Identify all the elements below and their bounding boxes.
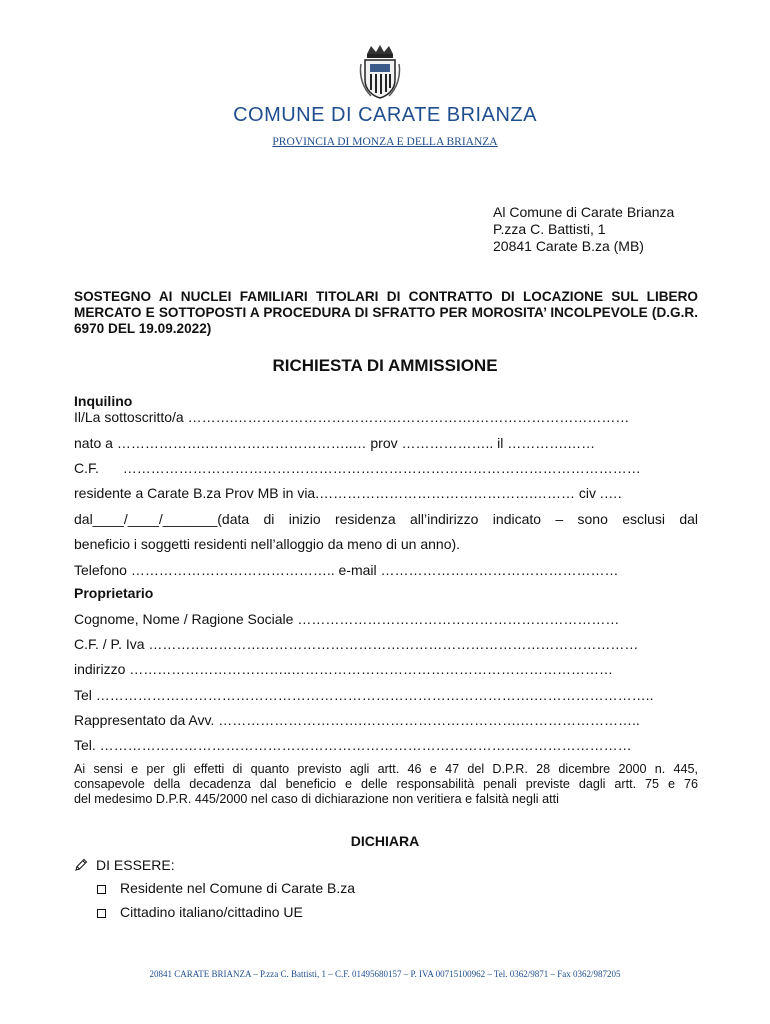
tenant-birth-field[interactable]: nato a ……………….…………………………..… prov ……………….. il ………….……: [74, 435, 596, 451]
owner-tel2-field[interactable]: Tel. ……………………………………………………………………………………………………: [74, 737, 632, 753]
since-word: indicato: [492, 511, 542, 527]
residence-checkbox[interactable]: [97, 885, 106, 894]
subject-text: SOSTEGNO AI NUCLEI FAMILIARI TITOLARI DI CONTRATTO DI LOCAZIONE SUL LIBERO MERCATO E SOTTOPOSTI A PROCEDURA DI SFRATTO PER MOROSITA’ INCOLPEVOLE (D.G.R. 6970 DEL 19.09.2022): [74, 289, 698, 336]
owner-lawyer-field[interactable]: Rappresentato da Avv. ………………………….…………………………….……………………..: [74, 712, 640, 728]
addressee-block: [493, 204, 674, 255]
legal-line: consapevole della decadenza dal beneficio e delle responsabilità penali previste dagli artt. 75 e 76: [74, 777, 698, 791]
since-word: esclusi: [622, 511, 665, 527]
since-word: dal____/____/_______(data: [74, 511, 250, 527]
cf-label: C.F.: [74, 460, 99, 476]
tenant-heading: Inquilino: [74, 393, 133, 409]
option-citizenship-label: Cittadino italiano/cittadino UE: [120, 904, 303, 920]
org-subtitle: PROVINCIA DI MONZA E DELLA BRIANZA: [272, 136, 498, 148]
since-word: sono: [577, 511, 608, 527]
legal-line: del medesimo D.P.R. 445/2000 nel caso di dichiarazione non veritiera e falsità negli atti: [74, 792, 559, 806]
pencil-icon: [74, 858, 88, 872]
addressee-line: Al Comune di Carate Brianza: [493, 204, 675, 220]
option-residence-label: Residente nel Comune di Carate B.za: [120, 880, 356, 896]
org-name: COMUNE DI CARATE BRIANZA: [233, 104, 537, 126]
tenant-contact-field[interactable]: Telefono …………………………………….. e-mail ……………………………………………: [74, 562, 619, 578]
tenant-residence-note: beneficio i soggetti residenti nell’alloggio da meno di un anno).: [74, 536, 461, 552]
since-word: –: [555, 511, 564, 527]
legal-line: Ai sensi e per gli effetti di quanto previsto agli artt. 46 e 47 del D.P.R. 28 dicembre 2000 n. 445,: [74, 762, 698, 776]
tenant-residence-field[interactable]: residente a Carate B.za Prov MB in via.……………………………………….……… civ .….: [74, 485, 622, 501]
owner-tel-field[interactable]: Tel ………………………………………………………………………………….……………………..: [74, 687, 654, 703]
tenant-cf-field[interactable]: [74, 460, 698, 477]
owner-address-field[interactable]: indirizzo ……………………………..……………………………………………………………: [74, 661, 614, 677]
addressee-line: P.zza C. Battisti, 1: [493, 221, 606, 237]
document-title: RICHIESTA DI AMMISSIONE: [272, 356, 498, 375]
owner-name-field[interactable]: Cognome, Nome / Ragione Sociale ……………………………………………………………: [74, 611, 620, 627]
since-word: residenza: [334, 511, 396, 527]
since-word: inizio: [288, 511, 321, 527]
owner-heading: Proprietario: [74, 585, 154, 601]
owner-cf-field[interactable]: C.F. / P. Iva ……………………………………………………………………………………………: [74, 636, 639, 652]
cf-dots: …………………………………………………………………………………………………: [122, 460, 641, 476]
addressee-line: 20841 Carate B.za (MB): [493, 238, 644, 254]
declaration-heading: DICHIARA: [350, 833, 420, 849]
declaration-lead: DI ESSERE:: [96, 857, 175, 873]
since-word: dal: [679, 511, 699, 527]
page-footer: 20841 CARATE BRIANZA – P.zza C. Battisti, 1 – C.F. 01495680157 – P. IVA 00715100962 – Tel. 0362/9871 – Fax 0362/987205: [149, 969, 621, 979]
tenant-name-field[interactable]: Il/La sottoscritto/a ……….…………………………………………….……………………………: [74, 409, 630, 425]
tenant-residence-since-field[interactable]: [74, 511, 698, 528]
since-word: di: [263, 511, 275, 527]
citizenship-checkbox[interactable]: [97, 909, 106, 918]
coat-of-arms-icon: [359, 44, 401, 100]
since-word: all’indirizzo: [410, 511, 479, 527]
legal-notice: [74, 762, 698, 807]
